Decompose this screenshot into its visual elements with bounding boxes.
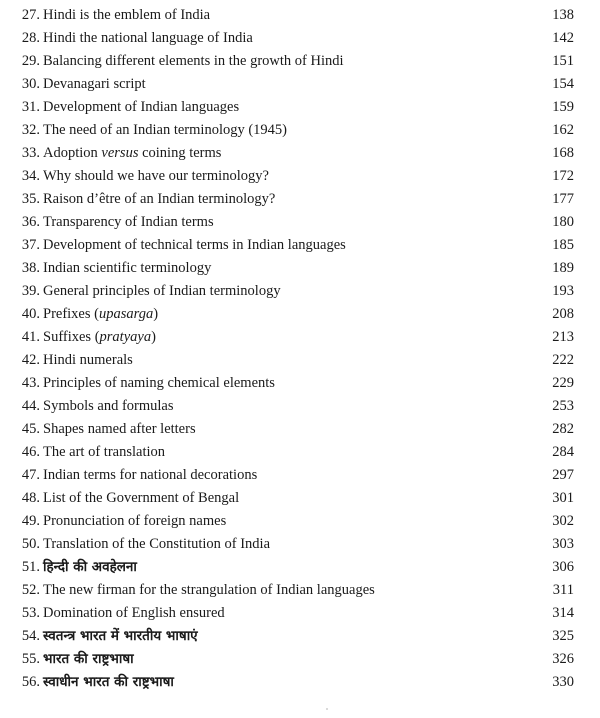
toc-entry-50 [14,533,574,556]
chapter-number: 46. [21,444,40,460]
toc-entry-52 [14,579,574,602]
chapter-title: The new firman for the strangulation of Indian languages [43,582,375,598]
chapter-title: Symbols and formulas [43,398,174,414]
toc-entry-48 [14,487,574,510]
page-number: 189 [552,260,574,276]
chapter-number: 52. [21,582,40,598]
chapter-number: 39. [21,283,40,299]
page-number: 162 [552,122,574,138]
page-number: 311 [552,582,574,598]
chapter-number: 35. [21,191,40,207]
chapter-number: 48. [21,490,40,506]
chapter-number: 27. [21,7,40,23]
toc-entry-53 [14,602,574,625]
chapter-number: 30. [21,76,40,92]
page-number: 222 [552,352,574,368]
page-number: 229 [552,375,574,391]
page-number: 154 [552,76,574,92]
chapter-title: Hindi the national language of India [43,30,253,46]
chapter-title: Principles of naming chemical elements [43,375,275,391]
title-text: ) [151,329,156,345]
chapter-title: Domination of English ensured [43,605,225,621]
chapter-title: Shapes named after letters [43,421,196,437]
toc-entry-47 [14,464,574,487]
chapter-number: 31. [21,99,40,115]
page-number: 213 [552,329,574,345]
toc-entry-54 [14,625,574,648]
chapter-number: 43. [21,375,40,391]
page-number: 177 [552,191,574,207]
page-number: 325 [552,628,574,644]
chapter-number: 54. [21,628,40,644]
chapter-title: हिन्दी की अवहेलना [43,559,137,575]
page-number: 302 [552,513,574,529]
chapter-number: 29. [21,53,40,69]
chapter-title: भारत की राष्ट्रभाषा [43,651,134,667]
chapter-number: 56. [21,674,40,690]
chapter-number: 28. [21,30,40,46]
title-text: coining terms [138,145,222,161]
page-number: 284 [552,444,574,460]
page-number: 326 [552,651,574,667]
title-italic: pratyaya [99,329,152,345]
toc-entry-43 [14,372,574,395]
page-number: 159 [552,99,574,115]
page-number: 142 [552,30,574,46]
toc-entry-29 [14,50,574,73]
page-number: 306 [552,559,574,575]
toc-entry-51 [14,556,574,579]
chapter-number: 32. [21,122,40,138]
page-number: 185 [552,237,574,253]
chapter-title: The art of translation [43,444,165,460]
title-text: Adoption [43,145,102,161]
chapter-number: 49. [21,513,40,529]
toc-entry-27 [14,4,574,27]
page-number: 301 [552,490,574,506]
chapter-number: 40. [21,306,40,322]
chapter-title: Development of technical terms in Indian languages [43,237,346,253]
chapter-number: 41. [21,329,40,345]
chapter-title: List of the Government of Bengal [43,490,240,506]
chapter-title: Translation of the Constitution of India [43,536,271,552]
page-number: 138 [552,7,574,23]
title-italic: upasarga [98,306,154,322]
chapter-title: The need of an Indian terminology (1945) [43,122,288,138]
chapter-title: Devanagari script [43,76,146,92]
chapter-title: Hindi numerals [43,352,133,368]
table-of-contents [14,4,574,694]
toc-entry-35 [14,188,574,211]
chapter-number: 44. [21,398,40,414]
chapter-number: 55. [21,651,40,667]
chapter-title: स्वतन्त्र भारत में भारतीय भाषाएं [43,628,198,644]
chapter-title: Raison d’être of an Indian terminology? [43,191,276,207]
chapter-title: Why should we have our terminology? [43,168,269,184]
chapter-number: 51. [21,559,40,575]
toc-entry-41 [14,326,574,349]
toc-entry-28 [14,27,574,50]
toc-entry-55 [14,648,574,671]
toc-entry-45 [14,418,574,441]
toc-entry-37 [14,234,574,257]
page-number: 297 [552,467,574,483]
page-number: 282 [552,421,574,437]
chapter-number: 47. [21,467,40,483]
page-number: 208 [552,306,574,322]
chapter-number: 36. [21,214,40,230]
page-number: 172 [552,168,574,184]
chapter-number: 37. [21,237,40,253]
toc-entry-38 [14,257,574,280]
chapter-number: 42. [21,352,40,368]
title-text: Suffixes ( [43,329,100,345]
toc-entry-40 [14,303,574,326]
chapter-number: 53. [21,605,40,621]
toc-entry-49 [14,510,574,533]
toc-entry-42 [14,349,574,372]
page-number: 193 [552,283,574,299]
chapter-title: Balancing different elements in the growth of Hindi [43,53,344,69]
page-number: 314 [552,605,574,621]
chapter-number: 38. [21,260,40,276]
toc-entry-33 [14,142,574,165]
page-number: 330 [552,674,574,690]
chapter-title [43,326,156,349]
toc-entry-31 [14,96,574,119]
toc-entry-34 [14,165,574,188]
toc-entry-56 [14,671,574,694]
toc-entry-32 [14,119,574,142]
title-text: ) [153,306,159,322]
page-number: 303 [552,536,574,552]
chapter-title: Development of Indian languages [43,99,240,115]
chapter-title: General principles of Indian terminology [43,283,281,299]
chapter-title: स्वाधीन भारत की राष्ट्रभाषा [43,674,174,690]
title-italic: versus [101,145,139,161]
page-mark [326,708,328,710]
chapter-title [43,303,158,326]
chapter-title: Hindi is the emblem of India [43,7,211,23]
page-number: 168 [552,145,574,161]
chapter-number: 34. [21,168,40,184]
chapter-title: Transparency of Indian terms [43,214,214,230]
chapter-title: Indian scientific terminology [43,260,212,276]
toc-entry-44 [14,395,574,418]
page-number: 180 [552,214,574,230]
page-number: 151 [552,53,574,69]
chapter-number: 50. [21,536,40,552]
toc-entry-46 [14,441,574,464]
toc-entry-36 [14,211,574,234]
chapter-number: 33. [21,145,40,161]
chapter-number: 45. [21,421,40,437]
page-number: 253 [552,398,574,414]
toc-entry-30 [14,73,574,96]
chapter-title [43,142,221,165]
title-text: Prefixes ( [43,306,99,322]
chapter-title: Indian terms for national decorations [43,467,258,483]
chapter-title: Pronunciation of foreign names [43,513,227,529]
toc-entry-39 [14,280,574,303]
